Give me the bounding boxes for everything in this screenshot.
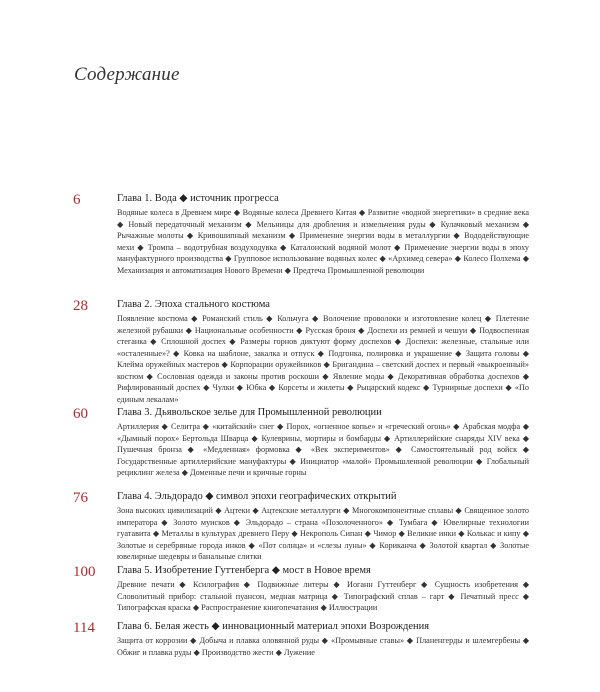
chapter-heading: Глава 1. Вода ◆ источник прогресса	[117, 193, 279, 204]
chapter-topics: Защита от коррозии ◆ Добыча и плавка оловянной руды ◆ «Промывные ставы» ◆ Планенгерды и шлемгербены ◆ Обжиг и плавка руды ◆ Производство жести ◆ Лужение	[117, 636, 529, 657]
chapter-heading: Глава 3. Дьявольское зелье для Промышленной революции	[117, 407, 382, 418]
chapter-entry	[0, 620, 600, 664]
table-of-contents	[0, 188, 600, 664]
chapter-topics: Зона высоких цивилизаций ◆ Ацтеки ◆ Ацтекские металлурги ◆ Многокомпонентные сплавы ◆ Священное золото императора ◆ Золото муисков ◆ Эльдорадо – страна «Позолоченного» ◆ Тумбага ◆ Ювелирные технологии гуатавита ◆ Металлы в культурах древнего Перу ◆ Некрополь Сипан ◆ Чимор ◆ Великие инки ◆ Колькас и кипу ◆ Золотые и серебряные города инков ◆ «Пот солнца» и «слезы луны» ◆ Кориканча ◆ Золотой квартал ◆ Золотые ювелирные шедевры и банальные слитки	[117, 506, 529, 561]
chapter-topics: Древние печати ◆ Ксилография ◆ Подвижные литеры ◆ Иоганн Гуттенберг ◆ Сущность изобретения ◆ Словолитный прибор: стальной пуансон, медная матрица ◆ Типографский сплав – гарт ◆ Печатный пресс ◆ Типографская краска ◆ Распространение книгопечатания ◆ Иллюстрации	[117, 580, 529, 612]
chapter-page-number: 6	[73, 192, 81, 208]
chapter-heading: Глава 6. Белая жесть ◆ инновационный материал эпохи Возрождения	[117, 621, 430, 632]
chapter-page-number: 60	[73, 406, 88, 422]
chapter-page-number: 28	[73, 298, 88, 314]
chapter-heading: Глава 2. Эпоха стального костюма	[117, 299, 270, 310]
chapter-entry	[0, 564, 600, 616]
chapter-heading: Глава 4. Эльдорадо ◆ символ эпохи географических открытий	[117, 491, 397, 502]
chapter-page-number: 100	[73, 564, 96, 580]
chapter-entry	[0, 406, 600, 486]
chapter-entry	[0, 192, 600, 294]
chapter-entry	[0, 490, 600, 560]
chapter-page-number: 76	[73, 490, 88, 506]
chapter-page-number: 114	[73, 620, 95, 636]
chapter-topics: Артиллерия ◆ Селитра ◆ «китайский» снег ◆ Порох, «огненное копье» и «греческий огонь» ◆ Арабская модфа ◆ «Дымный порох» Бертольда Шварца ◆ Кулеврины, мортиры и бомбарды ◆ Артиллерийские снаряды XIV века ◆ Пушечная бронза ◆ «Медленная» формовка ◆ «Век экспериментов» ◆ Самостоятельный род войск ◆ Государственные артиллерийские мануфактуры ◆ Инициатор «малой» Промышленной революции ◆ Глобальный рециклинг железа ◆ Доменные печи и кричные горны	[117, 422, 529, 477]
chapter-topics: Водяные колеса в Древнем мире ◆ Водяные колеса Древнего Китая ◆ Развитие «водной энергетики» в средние века ◆ Новый передаточный механизм ◆ Мельницы для дробления и измельчения руды ◆ Кулачковый механизм ◆ Рычажные молоты ◆ Кривошипный механизм ◆ Применение энергии воды в металлургии ◆ Вододействующие мехи ◆ Тромпа – водотрубная воздуходувка ◆ Каталонский водяной молот ◆ Применение энергии воды в эпоху мануфактурного производства ◆ Групповое использование водяных колес ◆ «Архимед севера» ◆ Колесо Полхема ◆ Механизация и автоматизация Нового Времени ◆ Предтеча Промышленной революции	[117, 208, 529, 275]
page-title: Содержание	[74, 64, 180, 85]
chapter-topics: Появление костюма ◆ Романский стиль ◆ Кольчуга ◆ Волочение проволоки и изготовление колец ◆ Плетение железной рубашки ◆ Национальные особенности ◆ Русская броня ◆ Доспехи из ремней и чешуи ◆ Подвоспенная стеганка ◆ Сплошной доспех ◆ Размеры горнов диктуют форму доспехов ◆ Доспехи: железные, стальные или «осталенные»? ◆ Ковка на шаблоне, закалка и отпуск ◆ Подгонка, полировка и украшение ◆ Защита головы ◆ Клейма оружейных мастеров ◆ Корпорации оружейников ◆ Бригандина – светский доспех и первый «выкроенный» костюм ◆ Сословная одежда и законы против роскоши ◆ Явление моды ◆ Декоративная обработка доспехов ◆ Рифлированный доспех ◆ Чулки ◆ Юбка ◆ Корсеты и жилеты ◆ Рыцарский кодекс ◆ Турнирные доспехи ◆ «По единым лекалам»	[117, 314, 529, 404]
chapter-entry	[0, 298, 600, 402]
chapter-heading: Глава 5. Изобретение Гуттенберга ◆ мост в Новое время	[117, 565, 371, 576]
